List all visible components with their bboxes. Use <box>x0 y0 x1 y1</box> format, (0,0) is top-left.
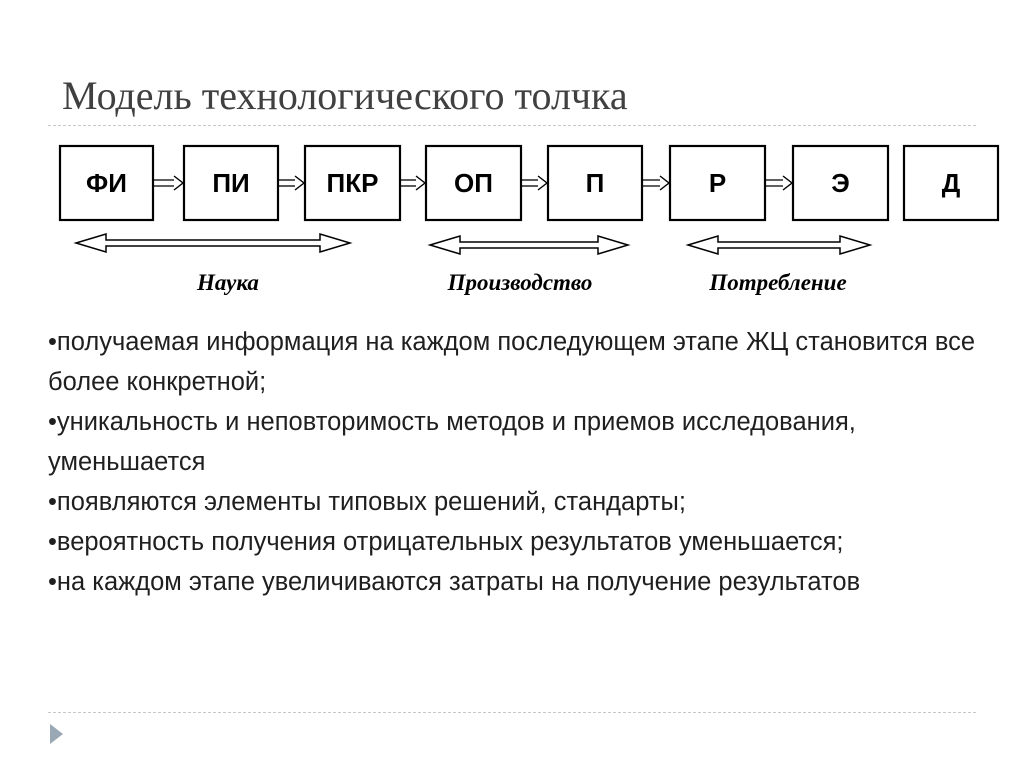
stage-box <box>548 146 642 220</box>
triangle-right-icon[interactable] <box>50 724 63 744</box>
stage-label: ФИ <box>86 168 127 198</box>
stage-box <box>184 146 278 220</box>
group-label: Потребление <box>709 270 847 295</box>
group-label: Наука <box>197 270 259 295</box>
bullet-item: •получаемая информация на каждом последующем этапе ЖЦ становится все более конкретной; <box>48 328 976 396</box>
bullet-item: •вероятность получения отрицательных результатов уменьшается; <box>48 528 844 556</box>
connector-arrow <box>522 176 547 190</box>
stage-box <box>904 146 998 220</box>
connector-arrow <box>279 176 304 190</box>
span-arrow <box>430 236 628 254</box>
stage-label: ОП <box>454 168 493 198</box>
connector-arrow <box>154 176 183 190</box>
group-label: Производство <box>447 270 593 295</box>
connector-arrow <box>766 176 792 190</box>
bullet-item: •на каждом этапе увеличиваются затраты на получение результатов <box>48 568 861 596</box>
stage-box <box>426 146 521 220</box>
connector-arrow <box>401 176 425 190</box>
stage-label: ПИ <box>212 168 250 198</box>
bullet-item: •появляются элементы типовых решений, стандарты; <box>48 488 686 516</box>
span-arrow <box>76 234 350 252</box>
footer-divider <box>48 712 976 713</box>
bullet-list <box>48 322 978 602</box>
stage-label: Д <box>941 168 961 198</box>
slide-title: Модель технологического толчка <box>62 73 628 118</box>
bullet-item: •уникальность и неповторимость методов и приемов исследования, уменьшается <box>48 408 856 476</box>
stage-label: ПКР <box>326 168 379 198</box>
span-arrow <box>688 236 870 254</box>
connector-arrow <box>643 176 669 190</box>
stage-box <box>670 146 765 220</box>
stage-label: Э <box>831 168 850 198</box>
stage-label: Р <box>708 168 727 198</box>
stage-box <box>60 146 153 220</box>
stage-label: П <box>585 168 605 198</box>
stage-box <box>305 146 400 220</box>
stage-box <box>793 146 888 220</box>
